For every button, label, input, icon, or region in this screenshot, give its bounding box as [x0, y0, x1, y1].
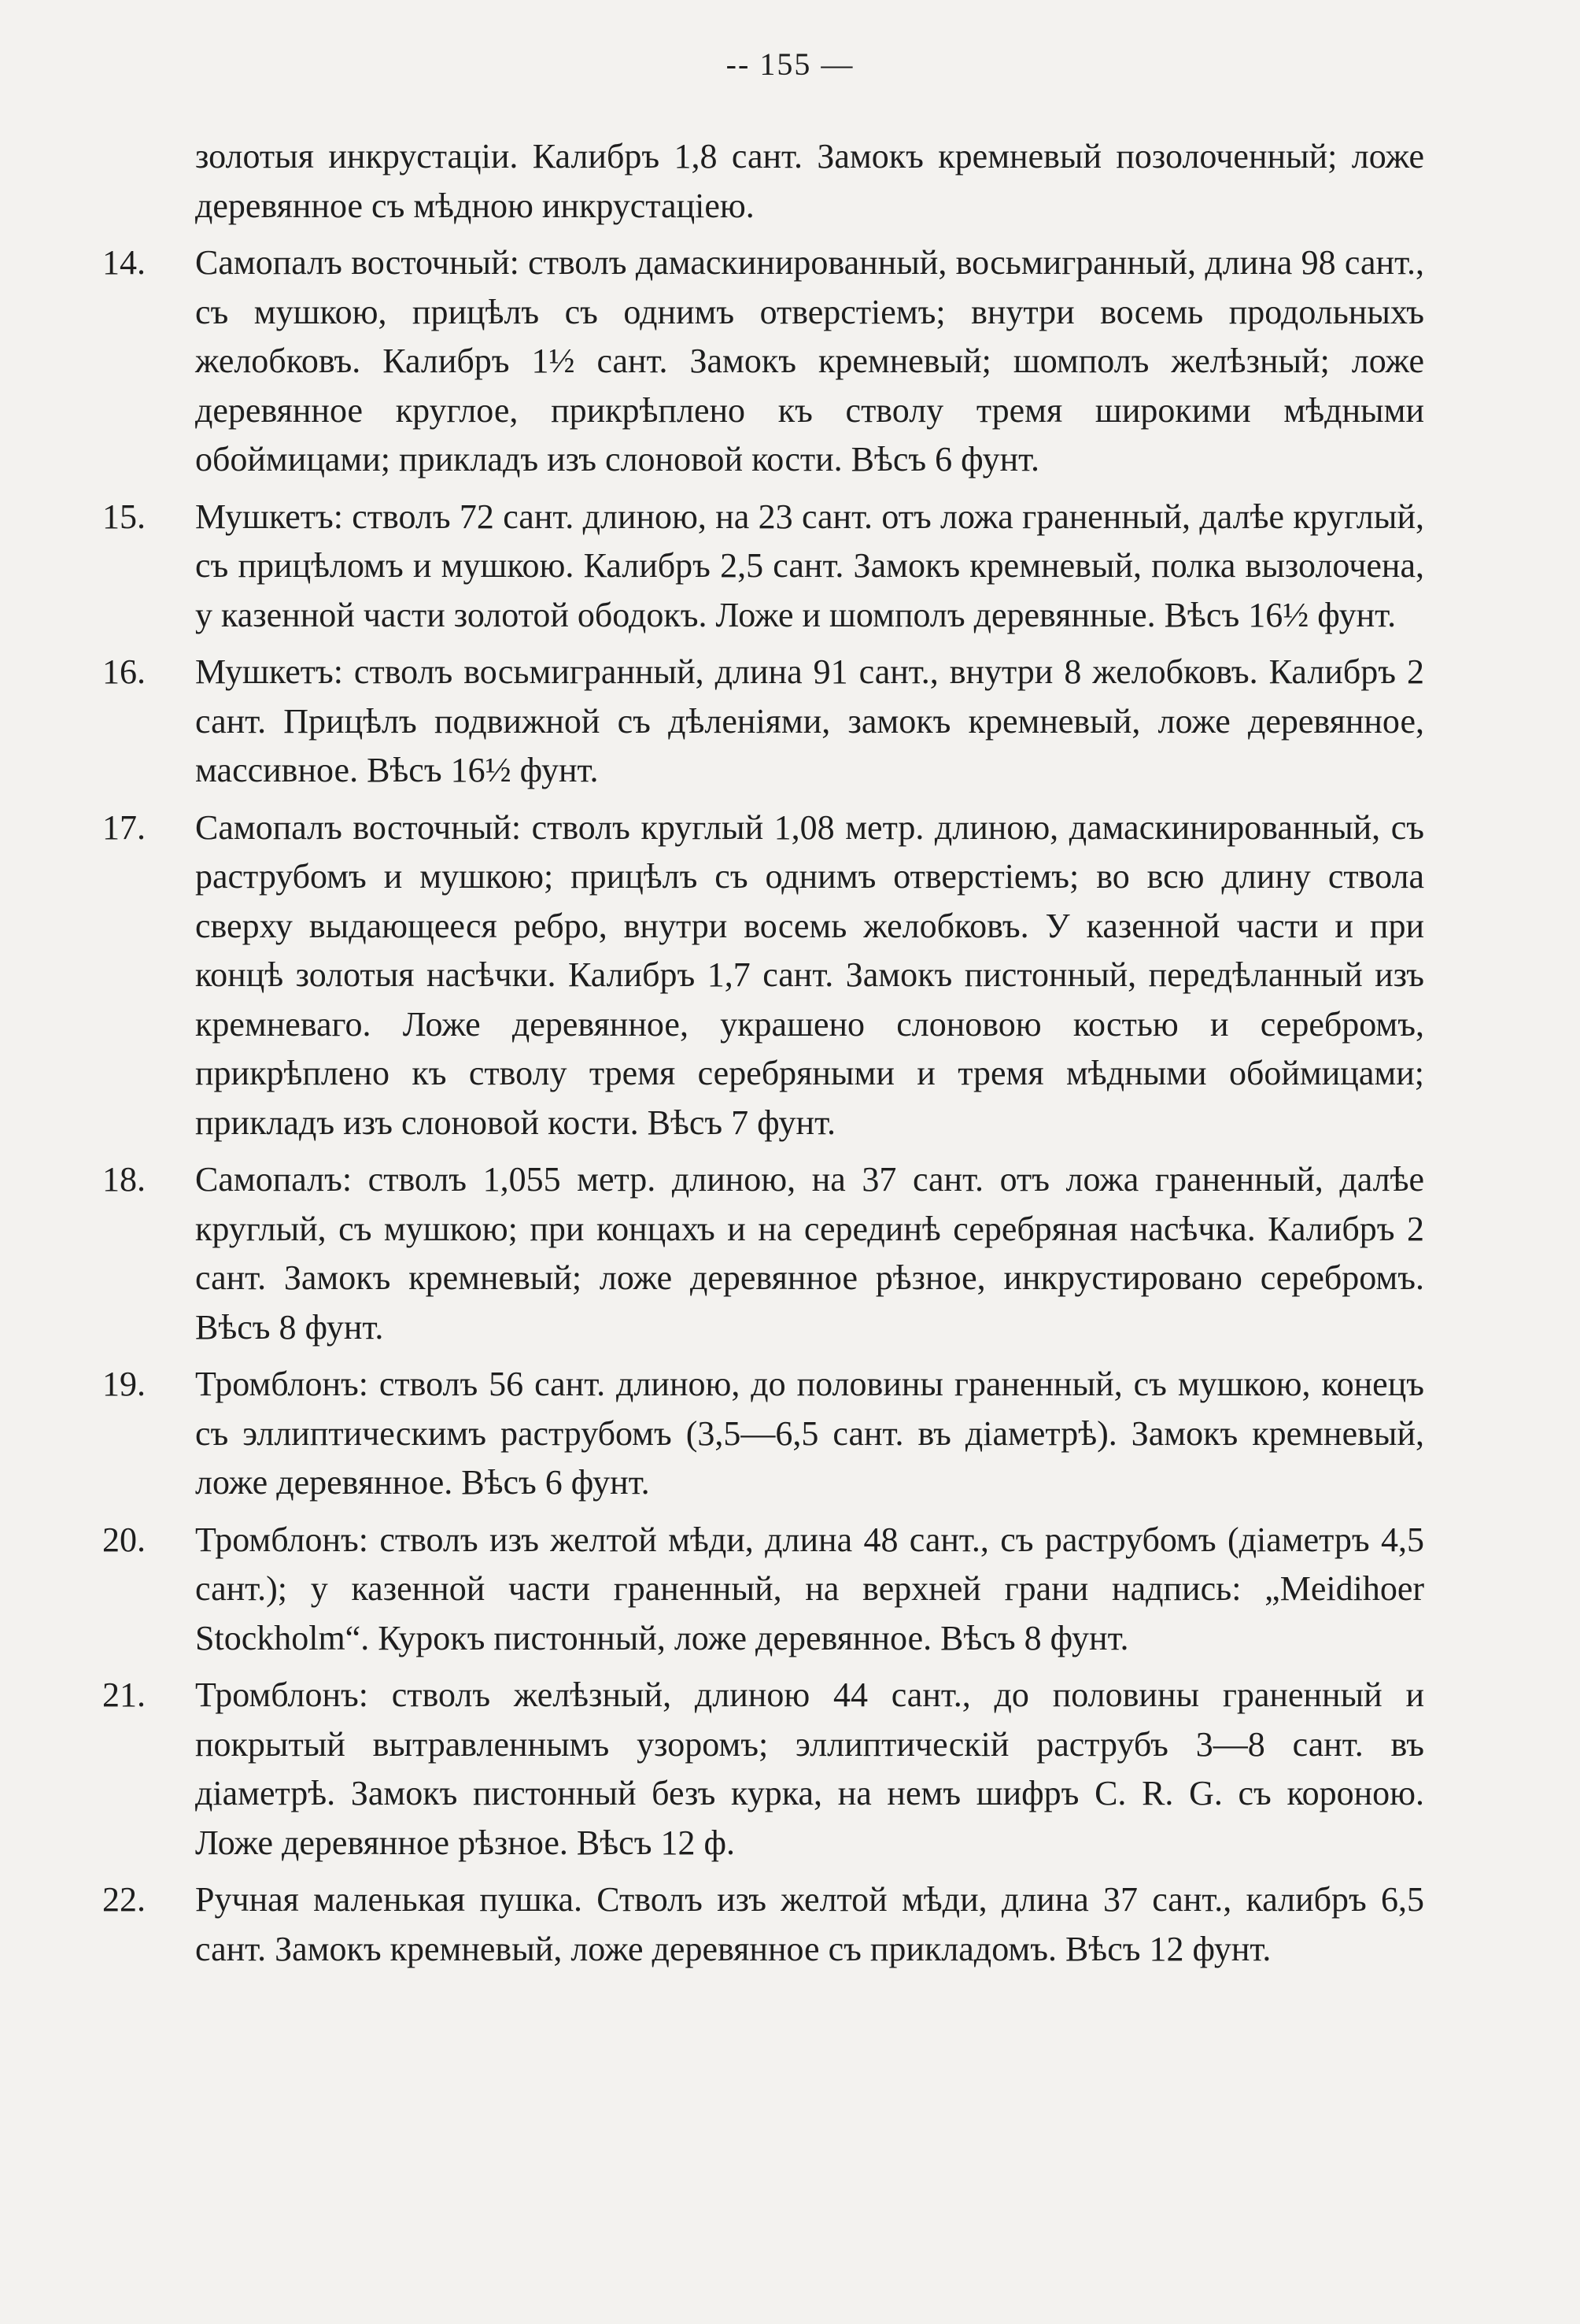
catalog-entry-20	[102, 1516, 1424, 1664]
page-body	[102, 132, 1424, 1974]
entry-text: Мушкетъ: стволъ восьмигранный, длина 91 сант., внутри 8 желобковъ. Калибръ 2 сант. Прицѣлъ подвижной съ дѣленіями, замокъ кремневый, ложе деревянное, массивное. Вѣсъ 16½ фунт.	[195, 652, 1424, 789]
entry-number: 15.	[102, 497, 146, 536]
catalog-entry-19	[102, 1360, 1424, 1508]
entry-text: Самопалъ: стволъ 1,055 метр. длиною, на 37 сант. отъ ложа граненный, далѣе круглый, съ мушкою; при концахъ и на серединѣ серебряная насѣчка. Калибръ 2 сант. Замокъ кремневый; ложе деревянное рѣзное, инкрустировано серебромъ. Вѣсъ 8 фунт.	[195, 1160, 1424, 1347]
entry-number: 22.	[102, 1880, 146, 1919]
entry-number: 21.	[102, 1676, 146, 1714]
entry-text: Самопалъ восточный: стволъ круглый 1,08 метр. длиною, дамаскинированный, съ раструбомъ и мушкою; прицѣлъ съ однимъ отверстіемъ; во всю длину ствола сверху выдающееся ребро, внутри восемь желобковъ. У казенной части и при концѣ золотыя насѣчки. Калибръ 1,7 сант. Замокъ пистонный, передѣланный изъ кремневаго. Ложе деревянное, украшено слоновою костью и серебромъ, прикрѣплено къ стволу тремя серебряными и тремя мѣдными обоймицами; прикладъ изъ слоновой кости. Вѣсъ 7 фунт.	[195, 807, 1424, 1142]
catalog-entry-22	[102, 1875, 1424, 1974]
entry-text: Мушкетъ: стволъ 72 сант. длиною, на 23 сант. отъ ложа граненный, далѣе круглый, съ прицѣломъ и мушкою. Калибръ 2,5 сант. Замокъ кремневый, полка вызолочена, у казенной части золотой ободокъ. Ложе и шомполъ деревянные. Вѣсъ 16½ фунт.	[195, 497, 1424, 634]
entry-number: 20.	[102, 1520, 146, 1559]
entry-number: 14.	[102, 243, 146, 282]
entry-number: 17.	[102, 807, 146, 847]
page-number: -- 155 —	[725, 46, 855, 82]
catalog-entry-14	[102, 238, 1424, 485]
entry-text: Ручная маленькая пушка. Стволъ изъ желтой мѣди, длина 37 сант., калибръ 6,5 сант. Замокъ кремневый, ложе деревянное съ прикладомъ. Вѣсъ 12 фунт.	[195, 1880, 1424, 1968]
entry-text: Тромблонъ: стволъ изъ желтой мѣди, длина 48 сант., съ раструбомъ (діаметръ 4,5 сант.); у казенной части граненный, на верхней грани надпись: „Meidihoer Stockholm“. Курокъ пистонный, ложе деревянное. Вѣсъ 8 фунт.	[195, 1520, 1424, 1657]
catalog-entry-17	[102, 804, 1424, 1148]
catalog-entry-16	[102, 648, 1424, 796]
entry-number: 18.	[102, 1160, 146, 1199]
catalog-entry-15	[102, 493, 1424, 641]
catalog-entry-18	[102, 1155, 1424, 1352]
catalog-entry-21	[102, 1671, 1424, 1868]
continuation-paragraph: золотыя инкрустаціи. Калибръ 1,8 сант. Замокъ кремневый позолоченный; ложе деревянное съ мѣдною инкрустаціею.	[195, 137, 1424, 225]
entry-number: 19.	[102, 1365, 146, 1403]
entry-text: Тромблонъ: стволъ 56 сант. длиною, до половины граненный, съ мушкою, конецъ съ эллиптическимъ раструбомъ (3,5—6,5 сант. въ діаметрѣ). Замокъ кремневый, ложе деревянное. Вѣсъ 6 фунт.	[195, 1365, 1424, 1502]
entry-text: Тромблонъ: стволъ желѣзный, длиною 44 сант., до половины граненный и покрытый вытравленнымъ узоромъ; эллиптическій раструбъ 3—8 сант. въ діаметрѣ. Замокъ пистонный безъ курка, на немъ шифръ С. R. G. съ короною. Ложе деревянное рѣзное. Вѣсъ 12 ф.	[195, 1676, 1424, 1862]
entry-number: 16.	[102, 652, 146, 691]
entry-text: Самопалъ восточный: стволъ дамаскинированный, восьмигранный, длина 98 сант., съ мушкою, прицѣлъ съ однимъ отверстіемъ; внутри восемь продольныхъ желобковъ. Калибръ 1½ сант. Замокъ кремневый; шомполъ желѣзный; ложе деревянное круглое, прикрѣплено къ стволу тремя широкими мѣдными обоймицами; прикладъ изъ слоновой кости. Вѣсъ 6 фунт.	[195, 243, 1424, 478]
